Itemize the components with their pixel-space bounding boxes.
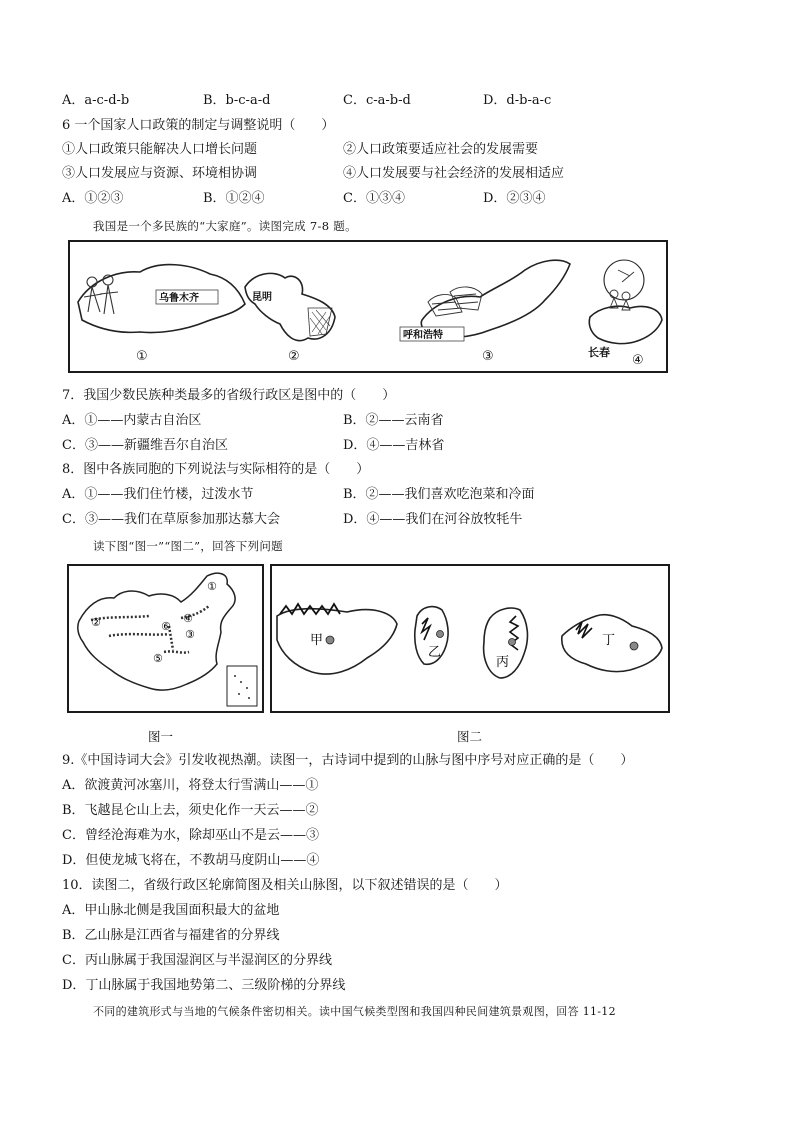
label-number-2: ② — [288, 349, 300, 364]
q7-option-d[interactable]: D．④——吉林省 — [343, 438, 445, 453]
ethnic-provinces-svg — [70, 242, 666, 371]
caption-figure-one: 图一 — [148, 729, 174, 744]
q8-option-c[interactable]: C．③——我们在草原参加那达慕大会 — [62, 512, 280, 527]
figure-one-china-map — [67, 564, 264, 713]
q6-option-c[interactable]: C．①③④ — [343, 191, 405, 206]
fig1-number-5: ⑤ — [153, 652, 163, 665]
label-yi: 乙 — [428, 645, 442, 660]
provinces-svg — [272, 566, 668, 711]
label-changchun: 长春 — [588, 346, 610, 359]
q8-stem: 8．图中各族同胞的下列说法与实际相符的是（ ） — [62, 462, 370, 477]
capital-dot-bing — [509, 639, 516, 646]
q9-option-b[interactable]: B．飞越昆仑山上去，须史化作一天云——② — [62, 803, 319, 818]
inner-mongolia-outline — [421, 260, 570, 337]
q6-item-1: ①人口政策只能解决人口增长问题 — [62, 142, 258, 157]
fig1-number-3: ③ — [185, 628, 195, 641]
q6-item-2: ②人口政策要适应社会的发展需要 — [343, 142, 539, 157]
figure-two-provinces — [270, 564, 670, 713]
label-number-3: ③ — [482, 349, 494, 364]
q10-option-c[interactable]: C．丙山脉属于我国湿润区与半湿润区的分界线 — [62, 953, 332, 968]
q9-option-d[interactable]: D．但使龙城飞将在，不教胡马度阴山——④ — [62, 853, 320, 868]
q6-option-a[interactable]: A．①②③ — [62, 191, 124, 206]
q5-option-a[interactable]: A．a-c-d-b — [62, 93, 130, 108]
q6-option-d[interactable]: D．②③④ — [483, 191, 546, 206]
label-jia: 甲 — [310, 633, 324, 648]
label-urumqi: 乌鲁木齐 — [159, 293, 199, 304]
q7-option-a[interactable]: A．①——内蒙古自治区 — [62, 413, 202, 428]
capital-dot-ding — [630, 642, 638, 650]
label-ding: 丁 — [602, 633, 616, 648]
korean-dancers-sketch — [610, 270, 634, 310]
q8-option-a[interactable]: A．①——我们住竹楼，过泼水节 — [62, 487, 254, 502]
fig1-number-1: ① — [207, 580, 217, 593]
mountain-yi — [422, 618, 430, 640]
q8-option-d[interactable]: D．④——我们在河谷放牧牦牛 — [343, 512, 523, 527]
horse-riders-sketch — [428, 287, 482, 316]
intro-11-12: 不同的建筑形式与当地的气候条件密切相关。读中国气候类型图和我国四种民间建筑景观图，回答 11-12 — [93, 1005, 616, 1018]
label-kunming: 昆明 — [252, 292, 272, 303]
label-number-1: ① — [136, 349, 148, 364]
q7-option-c[interactable]: C．③——新疆维吾尔自治区 — [62, 438, 228, 453]
label-hohhot: 呼和浩特 — [403, 330, 443, 341]
china-map-svg — [69, 566, 262, 711]
q6-stem: 6 一个国家人口政策的制定与调整说明（ ） — [62, 118, 335, 133]
q8-option-b[interactable]: B．②——我们喜欢吃泡菜和冷面 — [343, 487, 535, 502]
q10-option-a[interactable]: A．甲山脉北侧是我国面积最大的盆地 — [62, 903, 280, 918]
fig1-number-2: ② — [91, 616, 101, 629]
province-jia-outline — [277, 609, 397, 674]
jilin-outline — [589, 306, 662, 343]
intro-7-8: 我国是一个多民族的“大家庭”。读图完成 7-8 题。 — [93, 219, 357, 233]
fig1-number-4: ④ — [183, 612, 193, 625]
q10-option-d[interactable]: D．丁山脉属于我国地势第二、三级阶梯的分界线 — [62, 978, 346, 993]
label-bing: 丙 — [496, 655, 510, 670]
q5-option-b[interactable]: B．b-c-a-d — [203, 93, 271, 108]
ethnic-provinces-figure — [68, 240, 668, 373]
mountain-range-4 — [164, 651, 189, 652]
q6-item-3: ③人口发展应与资源、环境相协调 — [62, 166, 258, 181]
capital-dot-jia — [326, 636, 334, 644]
q5-option-c[interactable]: C．c-a-b-d — [343, 93, 411, 108]
yunnan-outline — [245, 273, 335, 340]
q9-option-a[interactable]: A．欲渡黄河冰塞川，将登太行雪满山——① — [62, 778, 319, 793]
q7-option-b[interactable]: B．②——云南省 — [343, 413, 444, 428]
q9-stem: 9.《中国诗词大会》引发收视热潮。读图一，古诗词中提到的山脉与图中序号对应正确的是（ ） — [62, 753, 634, 768]
south-china-sea-inset — [227, 666, 257, 706]
q6-option-b[interactable]: B．①②④ — [203, 191, 265, 206]
q6-item-4: ④人口发展要与社会经济的发展相适应 — [343, 166, 565, 181]
q9-option-c[interactable]: C．曾经沧海难为水，除却巫山不是云——③ — [62, 828, 319, 843]
label-number-4: ④ — [632, 353, 644, 368]
intro-9-10: 读下图“图一”“图二”，回答下列问题 — [93, 539, 283, 553]
capital-dot-yi — [437, 631, 444, 638]
q10-stem: 10．读图二，省级行政区轮廓简图及相关山脉图，以下叙述错误的是（ ） — [62, 878, 508, 893]
caption-figure-two: 图二 — [457, 729, 483, 744]
q5-option-d[interactable]: D．d-b-a-c — [483, 93, 552, 108]
q7-stem: 7．我国少数民族种类最多的省级行政区是图中的（ ） — [62, 388, 396, 403]
fig1-number-6: ⑥ — [161, 620, 171, 633]
q10-option-b[interactable]: B．乙山脉是江西省与福建省的分界线 — [62, 928, 280, 943]
mountain-range-1 — [109, 634, 169, 636]
